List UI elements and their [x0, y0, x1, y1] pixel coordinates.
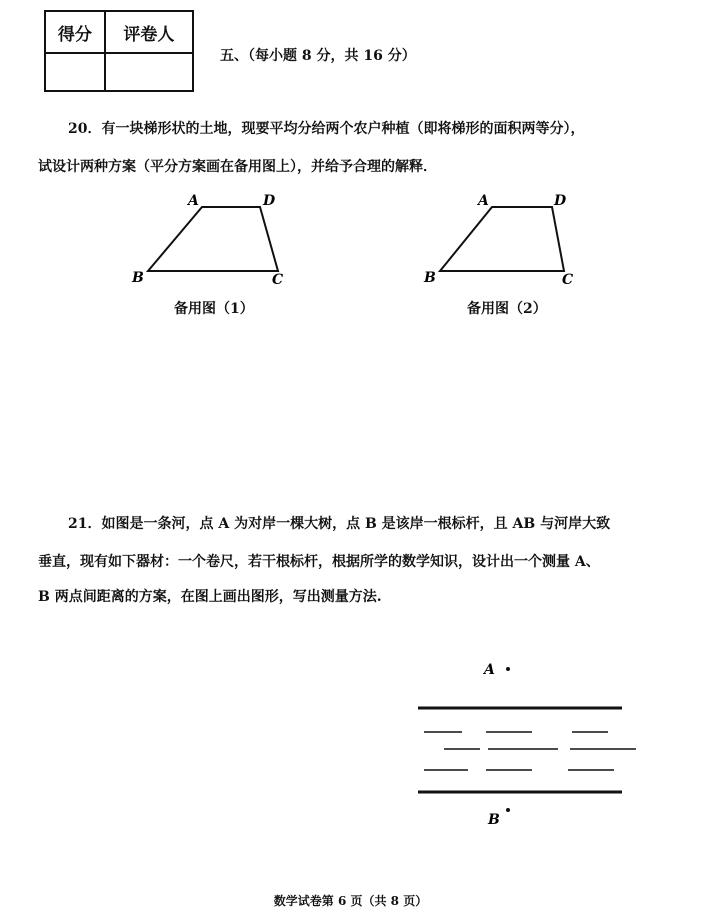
trapezoid-2-label-d: D — [554, 193, 567, 209]
q20-line1: 20．有一块梯形状的土地，现要平均分给两个农户种植（即将梯形的面积两等分）， — [68, 121, 585, 137]
river-point-a — [506, 667, 510, 671]
q21-line2: 垂直，现有如下器材：一个卷尺，若干根标杆，根据所学的数学知识，设计出一个测量 A、 — [38, 554, 600, 570]
figure-caption-1: 备用图（1） — [174, 301, 254, 317]
trapezoid-1-label-a: A — [188, 193, 199, 209]
trapezoid-2-label-c: C — [562, 272, 574, 288]
figure-caption-2: 备用图（2） — [467, 301, 547, 317]
trapezoid-figure-2 — [412, 185, 592, 295]
trapezoid-2-label-b: B — [424, 270, 436, 286]
score-cell[interactable] — [45, 53, 105, 91]
q21-line3: B 两点间距离的方案，在图上画出图形，写出测量方法. — [38, 589, 382, 605]
trapezoid-1-label-d: D — [263, 193, 276, 209]
section-title: 五、（每小题 8 分，共 16 分） — [220, 48, 416, 64]
river-point-b — [506, 808, 510, 812]
trapezoid-figure-1 — [120, 185, 300, 295]
river-point-b-label: B — [488, 812, 500, 828]
score-label: 得分 — [45, 11, 105, 53]
river-figure — [410, 650, 650, 840]
grader-label: 评卷人 — [105, 11, 193, 53]
trapezoid-1-label-c: C — [272, 272, 284, 288]
trapezoid-shape-2 — [440, 207, 564, 271]
trapezoid-shape-1 — [148, 207, 278, 271]
trapezoid-1-label-b: B — [132, 270, 144, 286]
q21-line1: 21．如图是一条河，点 A 为对岸一棵大树，点 B 是该岸一根标杆，且 AB 与河岸大致 — [68, 516, 611, 532]
q20-line2: 试设计两种方案（平分方案画在备用图上），并给予合理的解释． — [38, 159, 437, 175]
page-footer: 数学试卷第 6 页（共 8 页） — [273, 894, 428, 908]
grader-cell[interactable] — [105, 53, 193, 91]
river-point-a-label: A — [484, 662, 495, 678]
river-water-lines — [424, 732, 636, 770]
trapezoid-2-label-a: A — [478, 193, 489, 209]
score-table — [44, 10, 194, 92]
